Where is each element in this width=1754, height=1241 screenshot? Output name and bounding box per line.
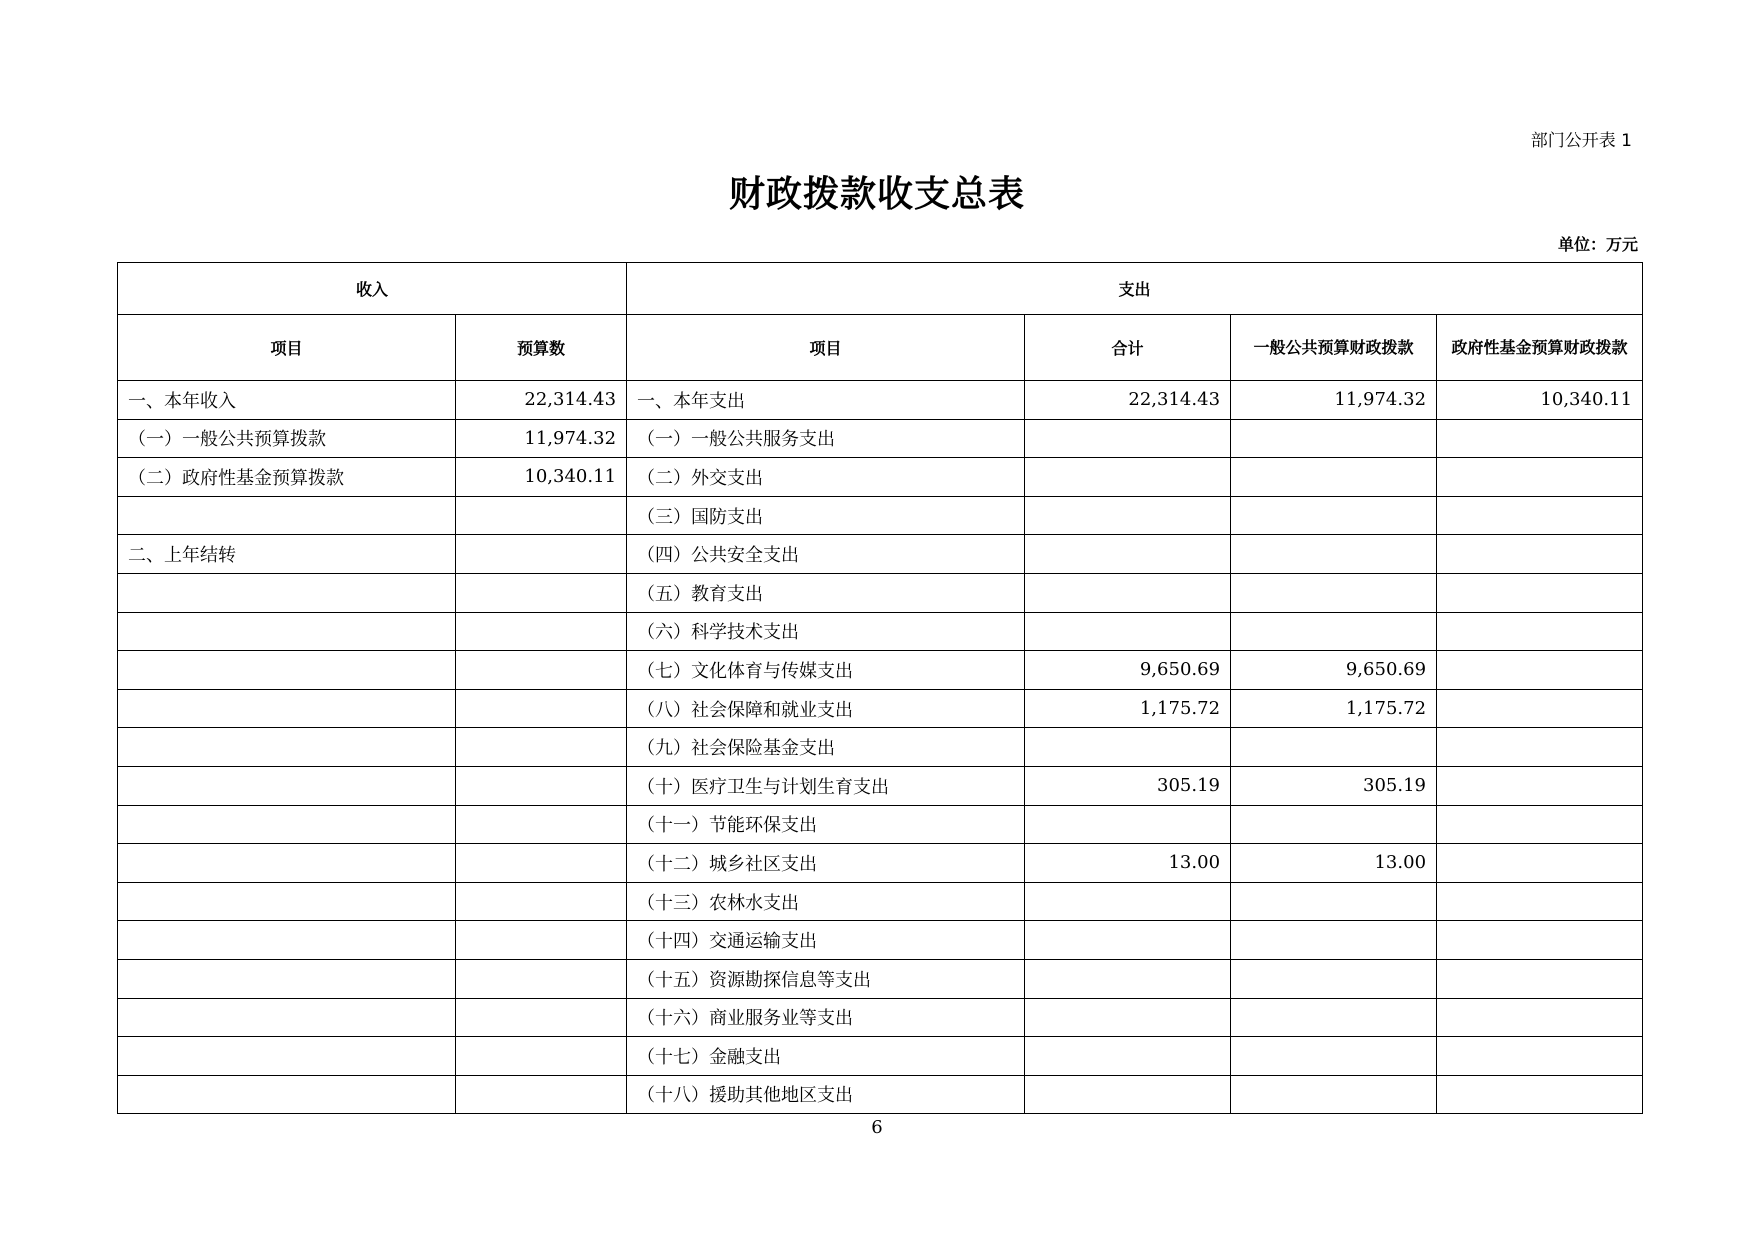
- expense-fund-cell: [1437, 1037, 1643, 1076]
- expense-general-cell: [1231, 959, 1437, 998]
- table-row: [118, 998, 1643, 1037]
- income-budget-cell: [456, 573, 627, 612]
- expense-total-cell: [1025, 728, 1231, 767]
- expense-fund-cell: [1437, 496, 1643, 535]
- income-budget-cell: [456, 612, 627, 651]
- expense-fund-cell: [1437, 921, 1643, 960]
- expense-total-cell: [1025, 419, 1231, 458]
- table-row: [118, 805, 1643, 844]
- expense-item-cell: （八）社会保障和就业支出: [627, 689, 1025, 728]
- expense-total-cell: 13.00: [1025, 844, 1231, 883]
- expense-general-cell: [1231, 998, 1437, 1037]
- income-item-cell: 一、本年收入: [118, 381, 456, 420]
- expense-total-cell: [1025, 458, 1231, 497]
- income-budget-cell: [456, 921, 627, 960]
- table-row: [118, 882, 1643, 921]
- expense-general-cell: 305.19: [1231, 766, 1437, 805]
- expense-general-cell: [1231, 728, 1437, 767]
- income-budget-cell: [456, 766, 627, 805]
- income-item-cell: [118, 882, 456, 921]
- expense-total-cell: [1025, 882, 1231, 921]
- document-label: 部门公开表 1: [1530, 131, 1632, 151]
- table-row: [118, 496, 1643, 535]
- income-budget-cell: [456, 689, 627, 728]
- expense-general-cell: [1231, 1037, 1437, 1076]
- expense-fund-cell: [1437, 573, 1643, 612]
- page-number: 6: [871, 1117, 883, 1138]
- income-item-cell: [118, 1037, 456, 1076]
- expense-fund-cell: [1437, 535, 1643, 574]
- income-item-cell: [118, 689, 456, 728]
- table-row: [118, 651, 1643, 690]
- expense-total-cell: [1025, 1075, 1231, 1114]
- income-budget-cell: [456, 1037, 627, 1076]
- column-header-row: [118, 315, 1643, 381]
- income-item-cell: [118, 496, 456, 535]
- expense-item-cell: （二）外交支出: [627, 458, 1025, 497]
- expense-fund-cell: 10,340.11: [1437, 381, 1643, 420]
- income-budget-cell: [456, 535, 627, 574]
- expense-general-cell: [1231, 458, 1437, 497]
- expense-general-cell: 13.00: [1231, 844, 1437, 883]
- table-row: [118, 959, 1643, 998]
- expense-total-cell: [1025, 1037, 1231, 1076]
- income-item-cell: [118, 844, 456, 883]
- expense-fund-cell: [1437, 959, 1643, 998]
- expense-item-cell: （十七）金融支出: [627, 1037, 1025, 1076]
- table-row: [118, 381, 1643, 420]
- expense-item-cell: （五）教育支出: [627, 573, 1025, 612]
- expense-total-cell: [1025, 573, 1231, 612]
- table-row: [118, 766, 1643, 805]
- table-body: [118, 381, 1643, 1114]
- expense-general-cell: [1231, 573, 1437, 612]
- expense-general-cell: [1231, 882, 1437, 921]
- expense-general-cell: [1231, 496, 1437, 535]
- income-budget-cell: [456, 805, 627, 844]
- expense-fund-cell: [1437, 882, 1643, 921]
- table-row: [118, 458, 1643, 497]
- group-header-row: [118, 263, 1643, 315]
- table-row: [118, 535, 1643, 574]
- expense-general-cell: [1231, 921, 1437, 960]
- expense-total-cell: [1025, 805, 1231, 844]
- expense-item-cell: （十四）交通运输支出: [627, 921, 1025, 960]
- expense-fund-cell: [1437, 728, 1643, 767]
- income-budget-cell: [456, 882, 627, 921]
- income-item-cell: （一）一般公共预算拨款: [118, 419, 456, 458]
- expense-total-cell: 22,314.43: [1025, 381, 1231, 420]
- expense-item-cell: （六）科学技术支出: [627, 612, 1025, 651]
- expense-fund-cell: [1437, 689, 1643, 728]
- expense-fund-cell: [1437, 766, 1643, 805]
- income-budget-cell: [456, 496, 627, 535]
- income-budget-cell: [456, 998, 627, 1037]
- expense-fund-cell: [1437, 1075, 1643, 1114]
- income-item-cell: [118, 1075, 456, 1114]
- table-row: [118, 844, 1643, 883]
- expense-total-cell: [1025, 921, 1231, 960]
- income-budget-cell: 10,340.11: [456, 458, 627, 497]
- expense-fund-cell: [1437, 844, 1643, 883]
- income-item-cell: [118, 766, 456, 805]
- expense-item-cell: （十五）资源勘探信息等支出: [627, 959, 1025, 998]
- expense-item-cell: （十一）节能环保支出: [627, 805, 1025, 844]
- expense-item-cell: （十八）援助其他地区支出: [627, 1075, 1025, 1114]
- expense-general-cell: [1231, 612, 1437, 651]
- expense-group-header: 支出: [627, 263, 1643, 315]
- expense-general-cell: [1231, 419, 1437, 458]
- expense-general-cell: [1231, 535, 1437, 574]
- income-item-header: 项目: [118, 315, 456, 381]
- fiscal-table: [117, 262, 1643, 1114]
- income-budget-cell: [456, 728, 627, 767]
- expense-total-cell: [1025, 535, 1231, 574]
- expense-general-cell: 1,175.72: [1231, 689, 1437, 728]
- table-row: [118, 1037, 1643, 1076]
- expense-item-cell: （四）公共安全支出: [627, 535, 1025, 574]
- income-item-cell: （二）政府性基金预算拨款: [118, 458, 456, 497]
- income-item-cell: [118, 998, 456, 1037]
- expense-item-cell: （九）社会保险基金支出: [627, 728, 1025, 767]
- table-row: [118, 1075, 1643, 1114]
- expense-total-cell: 9,650.69: [1025, 651, 1231, 690]
- expense-total-cell: [1025, 496, 1231, 535]
- expense-fund-cell: [1437, 458, 1643, 497]
- income-item-cell: 二、上年结转: [118, 535, 456, 574]
- expense-item-cell: （三）国防支出: [627, 496, 1025, 535]
- expense-general-cell: 11,974.32: [1231, 381, 1437, 420]
- income-budget-cell: [456, 651, 627, 690]
- unit-label: 单位：万元: [1557, 235, 1638, 254]
- page-title: 财政拨款收支总表: [728, 174, 1025, 215]
- expense-fund-cell: [1437, 805, 1643, 844]
- table-row: [118, 728, 1643, 767]
- table-row: [118, 689, 1643, 728]
- expense-item-cell: （十）医疗卫生与计划生育支出: [627, 766, 1025, 805]
- income-item-cell: [118, 728, 456, 767]
- expense-general-header: 一般公共预算财政拨款: [1231, 315, 1437, 381]
- expense-fund-header: 政府性基金预算财政拨款: [1437, 315, 1643, 381]
- expense-total-cell: 1,175.72: [1025, 689, 1231, 728]
- expense-item-cell: （十六）商业服务业等支出: [627, 998, 1025, 1037]
- table-row: [118, 573, 1643, 612]
- expense-item-cell: （十三）农林水支出: [627, 882, 1025, 921]
- expense-total-header: 合计: [1025, 315, 1231, 381]
- expense-general-cell: 9,650.69: [1231, 651, 1437, 690]
- income-item-cell: [118, 921, 456, 960]
- expense-general-cell: [1231, 805, 1437, 844]
- expense-item-header: 项目: [627, 315, 1025, 381]
- expense-fund-cell: [1437, 419, 1643, 458]
- expense-total-cell: [1025, 612, 1231, 651]
- expense-item-cell: （七）文化体育与传媒支出: [627, 651, 1025, 690]
- income-budget-cell: [456, 844, 627, 883]
- income-budget-cell: [456, 959, 627, 998]
- expense-fund-cell: [1437, 651, 1643, 690]
- table-row: [118, 921, 1643, 960]
- expense-item-cell: （一）一般公共服务支出: [627, 419, 1025, 458]
- expense-total-cell: [1025, 959, 1231, 998]
- income-group-header: 收入: [118, 263, 627, 315]
- income-item-cell: [118, 959, 456, 998]
- income-budget-cell: [456, 1075, 627, 1114]
- income-item-cell: [118, 612, 456, 651]
- income-item-cell: [118, 573, 456, 612]
- income-item-cell: [118, 805, 456, 844]
- expense-total-cell: 305.19: [1025, 766, 1231, 805]
- income-budget-header: 预算数: [456, 315, 627, 381]
- expense-fund-cell: [1437, 998, 1643, 1037]
- income-budget-cell: 11,974.32: [456, 419, 627, 458]
- income-item-cell: [118, 651, 456, 690]
- expense-item-cell: 一、本年支出: [627, 381, 1025, 420]
- expense-total-cell: [1025, 998, 1231, 1037]
- expense-general-cell: [1231, 1075, 1437, 1114]
- table-row: [118, 419, 1643, 458]
- expense-fund-cell: [1437, 612, 1643, 651]
- expense-item-cell: （十二）城乡社区支出: [627, 844, 1025, 883]
- table-row: [118, 612, 1643, 651]
- income-budget-cell: 22,314.43: [456, 381, 627, 420]
